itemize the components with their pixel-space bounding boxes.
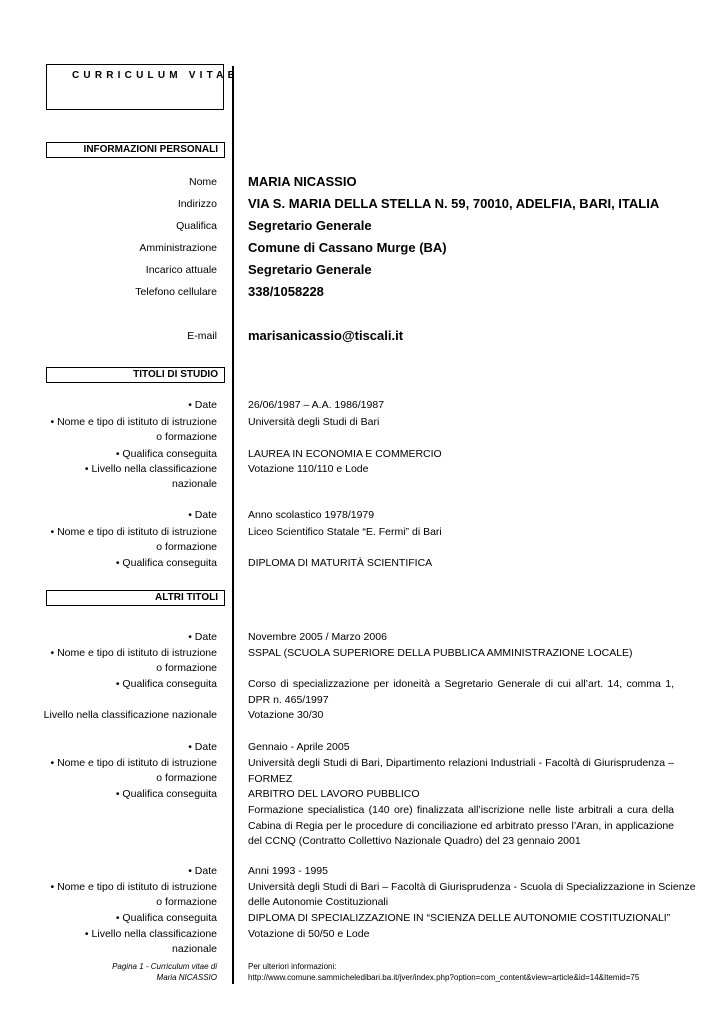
label-email: E-mail <box>187 330 217 342</box>
value-qualifica: Segretario Generale <box>248 218 372 233</box>
label-istituto: • Nome e tipo di istituto di istruzione <box>50 647 217 659</box>
label-istituto: • Nome e tipo di istituto di istruzione <box>50 526 217 538</box>
value-istituto: SSPAL (SCUOLA SUPERIORE DELLA PUBBLICA AMMINISTRAZIONE LOCALE) <box>248 647 633 659</box>
label-istituto-cont: o formazione <box>156 541 217 553</box>
section-altri-titoli: ALTRI TITOLI <box>46 590 225 606</box>
label-livello-cont: nazionale <box>172 478 217 490</box>
label-istituto: • Nome e tipo di istituto di istruzione <box>50 881 217 893</box>
value-votazione: Votazione 110/110 e Lode <box>248 463 369 475</box>
value-qualifica: LAUREA IN ECONOMIA E COMMERCIO <box>248 448 442 460</box>
label-qualifica-conseguita: • Qualifica conseguita <box>115 912 217 924</box>
label-incarico-attuale: Incarico attuale <box>145 264 217 276</box>
label-livello: • Livello nella classificazione <box>84 463 217 475</box>
value-istituto: Università degli Studi di Bari – Facoltà di Giurisprudenza - Scuola di Specializzazione in Scienze <box>248 881 696 893</box>
label-date: • Date <box>188 741 217 753</box>
value-istituto: Università degli Studi di Bari, Dipartimento relazioni Industriali - Facoltà di Giurisprudenza – FORMEZ <box>248 757 674 785</box>
column-divider <box>232 66 234 984</box>
label-qualifica-conseguita: • Qualifica conseguita <box>115 678 217 690</box>
value-telefono: 338/1058228 <box>248 284 324 299</box>
section-titoli-di-studio: TITOLI DI STUDIO <box>46 367 225 383</box>
value-istituto: Università degli Studi di Bari <box>248 416 380 428</box>
footer-url: http://www.comune.sammicheledibari.ba.it/jver/index.php?option=com_content&view=article&id=14&Itemid=75 <box>248 973 640 982</box>
label-istituto-cont: o formazione <box>156 431 217 443</box>
value-date: Anni 1993 - 1995 <box>248 865 328 877</box>
label-telefono: Telefono cellulare <box>135 286 217 298</box>
label-istituto-cont: o formazione <box>156 662 217 674</box>
footer-page-label: Pagina 1 - Curriculum vitae di <box>112 962 217 971</box>
label-istituto: • Nome e tipo di istituto di istruzione <box>50 416 217 428</box>
value-nome: MARIA NICASSIO <box>248 174 357 189</box>
label-livello: Livello nella classificazione nazionale <box>43 709 217 721</box>
footer-info-label: Per ulteriori informazioni: <box>248 962 337 971</box>
label-istituto-cont: o formazione <box>156 896 217 908</box>
footer-page-name: Maria NICASSIO <box>156 973 217 982</box>
label-istituto-cont: o formazione <box>156 772 217 784</box>
label-livello: • Livello nella classificazione <box>84 928 217 940</box>
label-date: • Date <box>188 399 217 411</box>
value-qualifica: Corso di specializzazione per idoneità a Segretario Generale di cui all’art. 14, comma 1, DPR n. 465/1997 <box>248 678 674 706</box>
value-qualifica: ARBITRO DEL LAVORO PUBBLICO <box>248 788 420 800</box>
label-indirizzo: Indirizzo <box>177 198 217 210</box>
label-qualifica-conseguita: • Qualifica conseguita <box>115 788 217 800</box>
value-istituto-cont: delle Autonomie Costituzionali <box>248 896 389 908</box>
value-date: Anno scolastico 1978/1979 <box>248 509 375 521</box>
value-email: marisanicassio@tiscali.it <box>248 328 404 343</box>
value-istituto: Liceo Scientifico Statale “E. Fermi” di Bari <box>248 526 442 538</box>
value-date: Gennaio - Aprile 2005 <box>248 741 350 753</box>
label-date: • Date <box>188 631 217 643</box>
label-nome: Nome <box>188 176 217 188</box>
value-descrizione: Formazione specialistica (140 ore) finalizzata all’iscrizione nelle liste arbitrali a cura della Cabina di Regia per le procedure di conciliazione ed arbitrato presso l’Aran, in applicazione del CCNQ (Contratto Collettivo Nazionale Quadro) del 23 gennaio 2001 <box>248 804 674 847</box>
value-qualifica: DIPLOMA DI MATURITÀ SCIENTIFICA <box>248 557 433 569</box>
value-date: Novembre 2005 / Marzo 2006 <box>248 631 387 643</box>
label-qualifica: Qualifica <box>176 220 217 232</box>
value-incarico-attuale: Segretario Generale <box>248 262 372 277</box>
value-votazione: Votazione 30/30 <box>248 709 324 721</box>
label-date: • Date <box>188 865 217 877</box>
section-informazioni-personali: INFORMAZIONI PERSONALI <box>46 142 225 158</box>
label-date: • Date <box>188 509 217 521</box>
cv-title: CURRICULUM VITAE <box>72 70 239 81</box>
value-indirizzo: VIA S. MARIA DELLA STELLA N. 59, 70010, ADELFIA, BARI, ITALIA <box>248 196 660 211</box>
value-votazione: Votazione di 50/50 e Lode <box>248 928 370 940</box>
value-date: 26/06/1987 – A.A. 1986/1987 <box>248 399 385 411</box>
label-istituto: • Nome e tipo di istituto di istruzione <box>50 757 217 769</box>
label-amministrazione: Amministrazione <box>139 242 217 254</box>
label-qualifica-conseguita: • Qualifica conseguita <box>115 448 217 460</box>
label-livello-cont: nazionale <box>172 943 217 955</box>
value-amministrazione: Comune di Cassano Murge (BA) <box>248 240 447 255</box>
label-qualifica-conseguita: • Qualifica conseguita <box>115 557 217 569</box>
value-qualifica: DIPLOMA DI SPECIALIZZAZIONE IN “SCIENZA DELLE AUTONOMIE COSTITUZIONALI” <box>248 912 671 924</box>
